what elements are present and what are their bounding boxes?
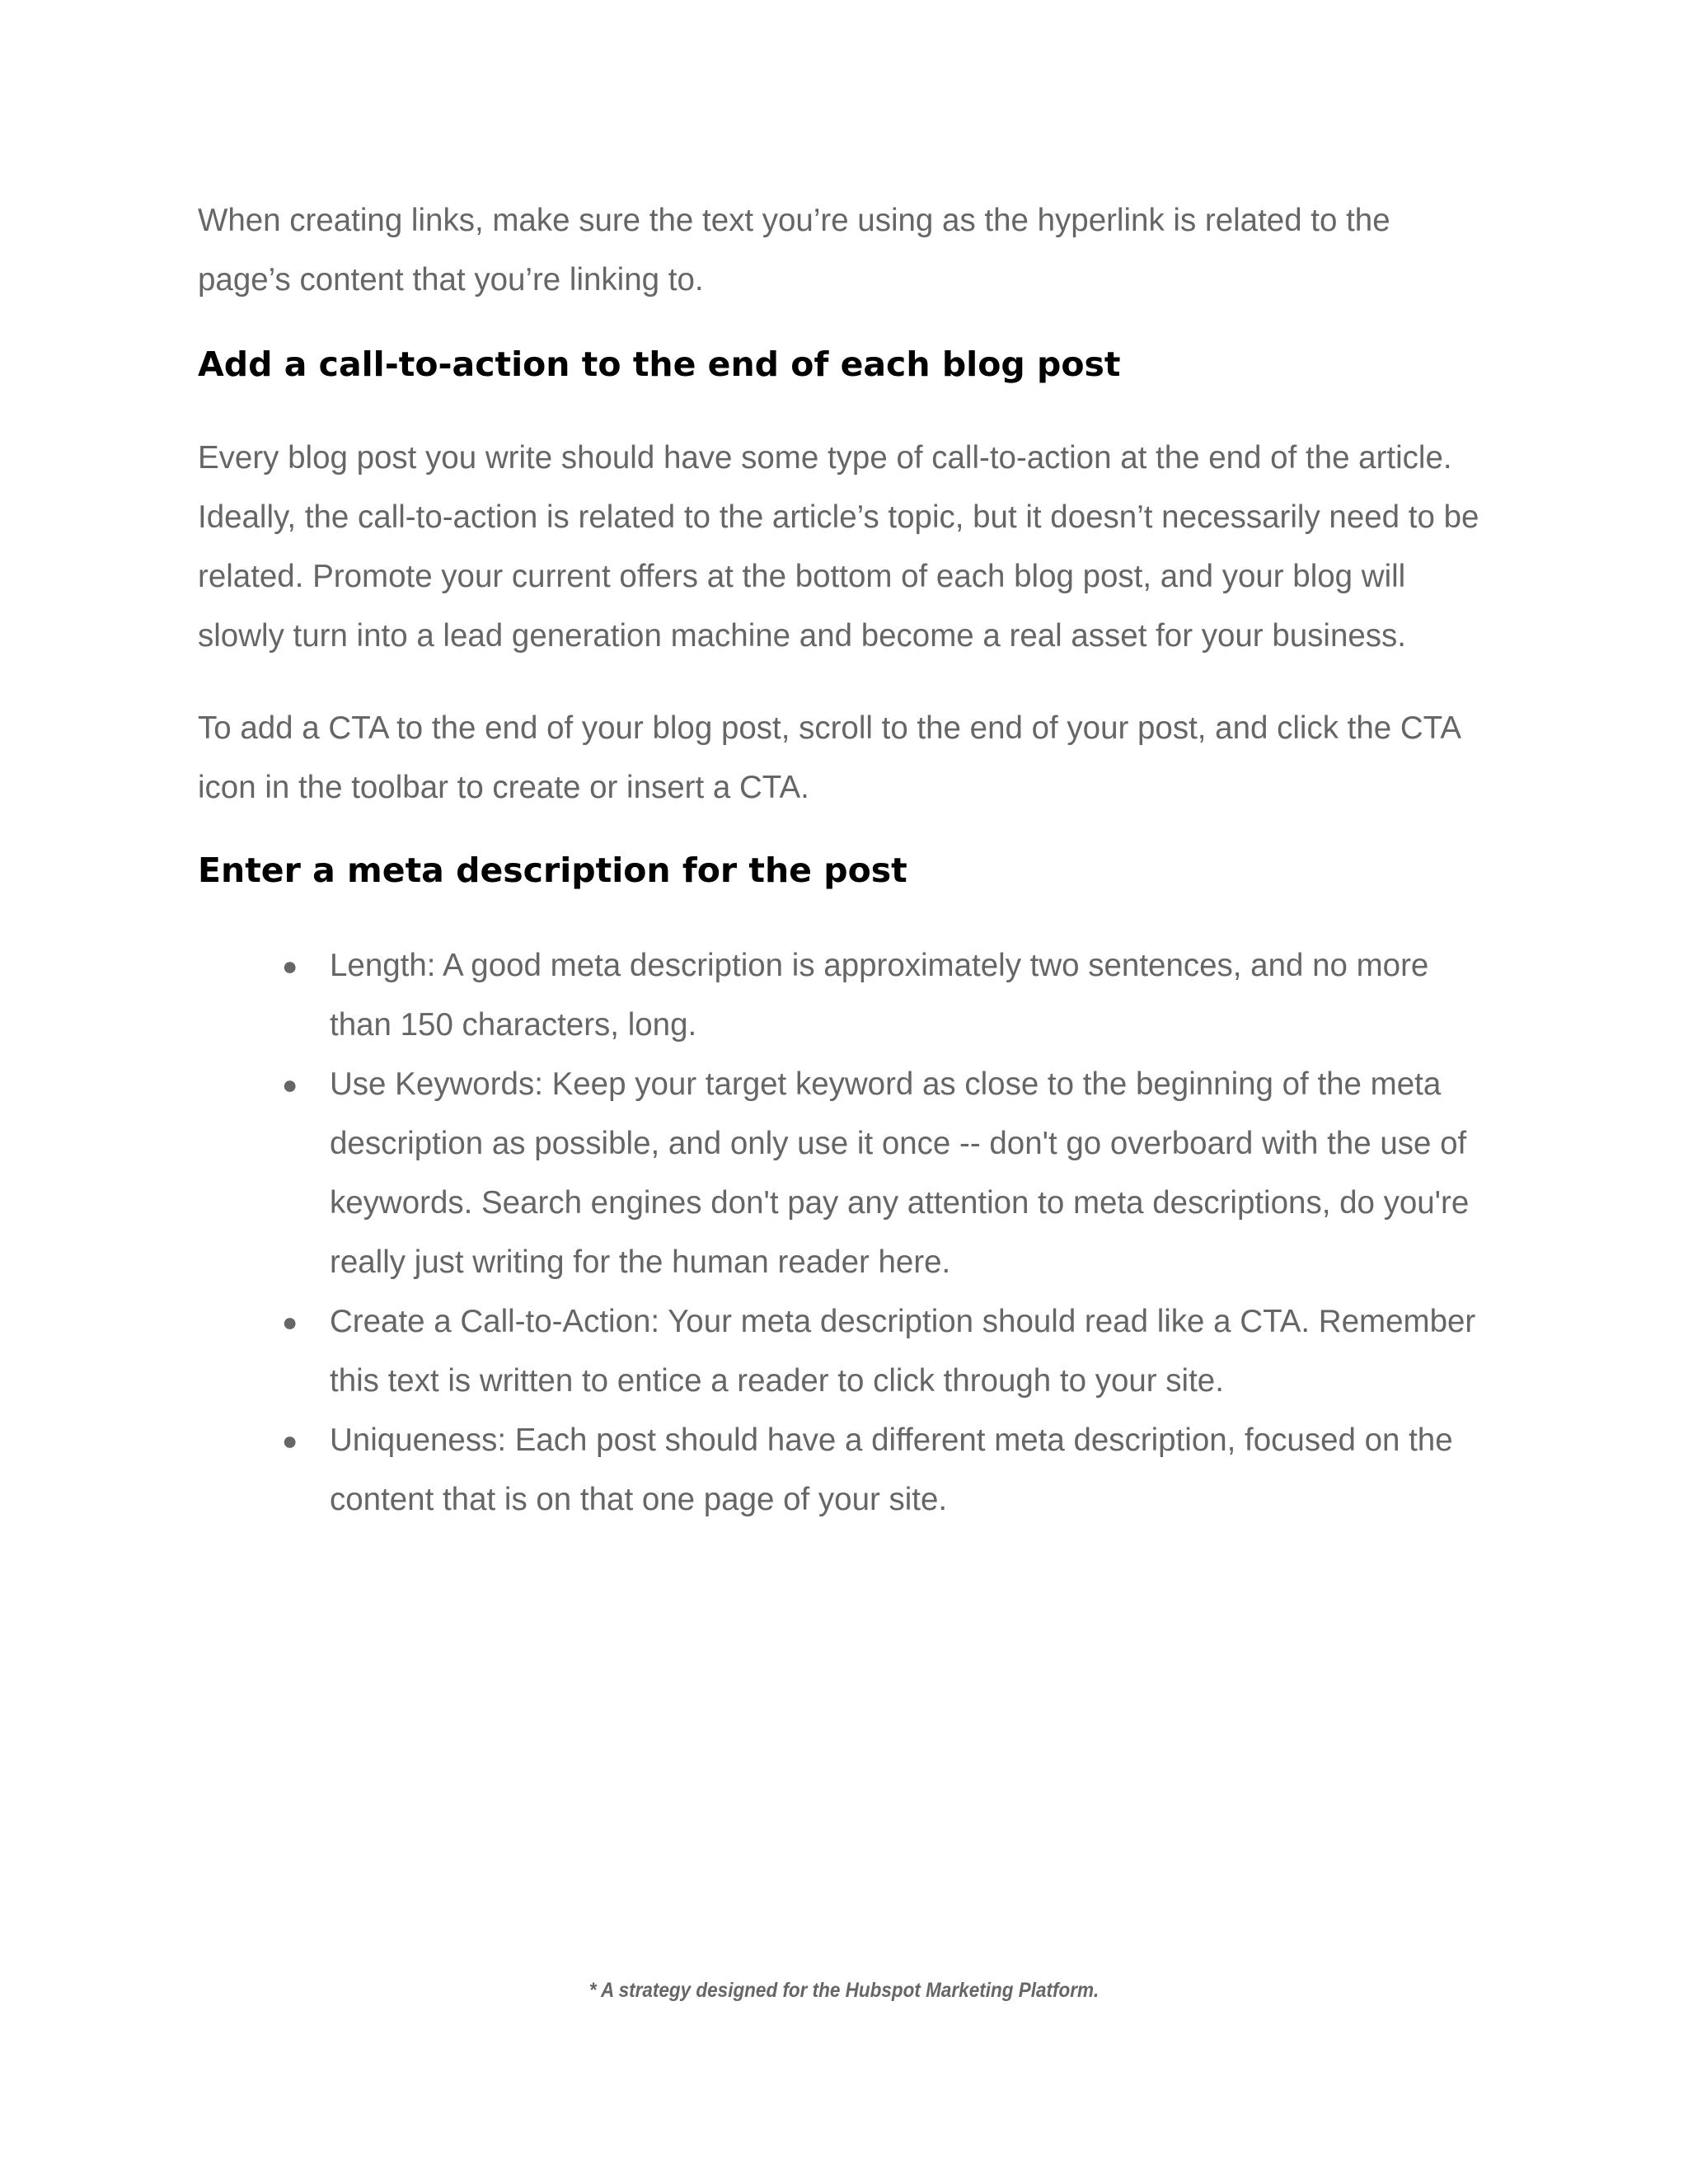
- cta-paragraph-1: Every blog post you write should have some type of call-to-action at the end of the article. Ideally, the call-to-action is related to the article’s topic, but it doesn’t necessarily need to be related. Promote your current offers at the bottom of each blog post, and your blog will slowly turn into a lead generation machine and become a real asset for your business.: [198, 440, 1479, 654]
- section-heading-meta: Enter a meta description for the post: [198, 851, 907, 890]
- list-item: [198, 1292, 1492, 1411]
- bullet-text-call-to-action: Create a Call-to-Action: Your meta description should read like a CTA. Remember this text is written to entice a reader to click through to your site.: [330, 1304, 1476, 1399]
- meta-bullet-list: [198, 936, 1492, 1530]
- list-item: [198, 1055, 1492, 1292]
- list-item: [198, 1411, 1492, 1530]
- cta-paragraph-2: To add a CTA to the end of your blog post, scroll to the end of your post, and click the CTA icon in the toolbar to create or insert a CTA.: [198, 710, 1460, 805]
- intro-paragraph: When creating links, make sure the text you’re using as the hyperlink is related to the page’s content that you’re linking to.: [198, 203, 1390, 298]
- bullet-text-length: Length: A good meta description is approximately two sentences, and no more than 150 characters, long.: [330, 948, 1429, 1043]
- bullet-icon: ●: [282, 1307, 298, 1337]
- bullet-text-keywords: Use Keywords: Keep your target keyword as close to the beginning of the meta description as possible, and only use it once -- don't go overboard with the use of keywords. Search engines don't pay any attention to meta descriptions, do you're really just writing for the human reader here.: [330, 1066, 1470, 1280]
- bullet-icon: ●: [282, 1426, 298, 1455]
- list-item: [198, 936, 1492, 1055]
- bullet-icon: ●: [282, 951, 298, 981]
- bullet-text-uniqueness: Uniqueness: Each post should have a different meta description, focused on the content that is on that one page of your site.: [330, 1422, 1453, 1517]
- section-heading-cta: Add a call-to-action to the end of each blog post: [198, 344, 1121, 384]
- footer-note: * A strategy designed for the Hubspot Marketing Platform.: [588, 1979, 1100, 2002]
- document-content: [198, 191, 1492, 1530]
- bullet-icon: ●: [282, 1070, 298, 1099]
